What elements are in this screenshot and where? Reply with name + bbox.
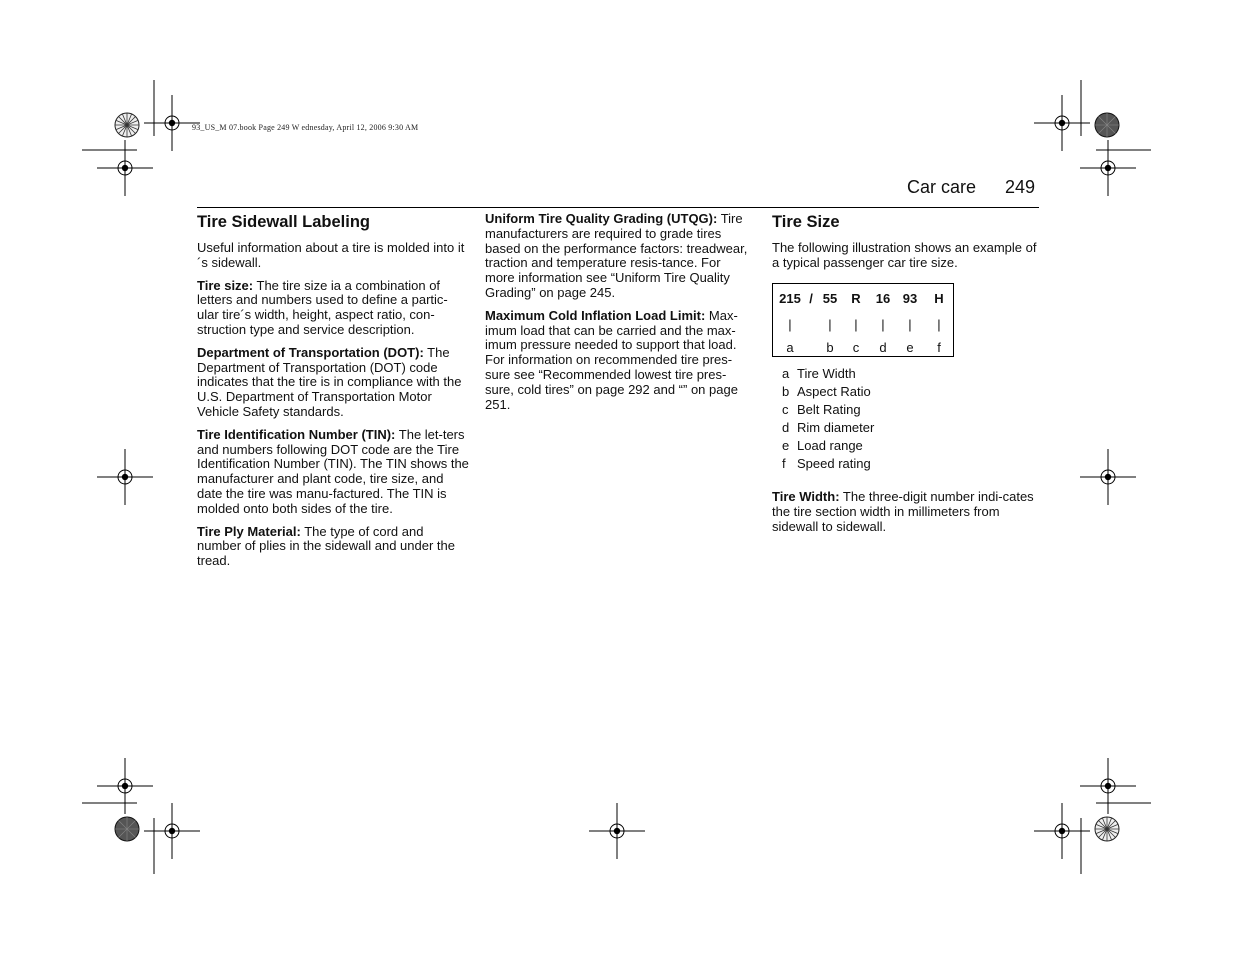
legend-label: Speed rating	[797, 456, 871, 471]
pointer-line: |	[788, 317, 792, 332]
term-text: The type of cord and number of plies in the sidewall and under the tread.	[197, 523, 455, 569]
tire-letter: f	[937, 340, 941, 355]
term-text: Tire manufacturers are required to grade tires based on the performance factors: treadwear, traction and temperature resis-tance. For more information see “Uniform Tire Quality Grading” on page 245.	[485, 211, 748, 300]
pointer-line: |	[908, 317, 912, 332]
star-target-icon	[1095, 113, 1119, 137]
legend-key: c	[782, 402, 789, 417]
term-text: The let-ters and numbers following DOT code are the Tire Identification Number (TIN). The TIN shows the manufacturer and plant code, tire size, and date the tire was manu-factured. The TIN is molded onto both sides of the tire.	[197, 426, 469, 516]
legend-label: Rim diameter	[797, 420, 875, 435]
term-label: Department of Transportation (DOT):	[197, 344, 424, 360]
page-number: 249	[1005, 177, 1036, 197]
legend-key: f	[782, 456, 786, 471]
term-text: The Department of Transportation (DOT) code indicates that the tire is in compliance with the U.S. Department of Transportation Motor Vehicle Safety standards.	[197, 344, 462, 419]
term-label: Tire Identification Number (TIN):	[197, 426, 396, 442]
term-text: Max-imum load that can be carried and the max-imum pressure needed to support that load. For information on recommended tire pres-sure see “Recommended lowest tire pres-sure, cold tires” on page 292 and “” on page 251.	[485, 307, 738, 412]
star-target-icon	[115, 817, 139, 841]
term-label: Uniform Tire Quality Grading (UTQG):	[485, 211, 718, 226]
registration-mark-icon	[97, 758, 153, 814]
pointer-line: |	[881, 317, 885, 332]
intro-paragraph: Useful information about a tire is molded into it´s sidewall.	[197, 240, 465, 270]
registration-mark-icon	[1034, 803, 1090, 859]
tire-letter: b	[826, 340, 834, 355]
term-label: Tire size:	[197, 277, 254, 293]
term-text: The tire size ia a combination of letters and numbers used to define a partic-ular tire´s width, height, aspect ratio, con-struction type and service description.	[197, 277, 448, 337]
print-slug: 93_US_M 07.book Page 249 W ednesday, April 12, 2006 9:30 AM	[192, 123, 419, 132]
star-target-icon	[115, 113, 139, 137]
term-text: The three-digit number indi-cates the tire section width in millimeters from sidewall to sidewall.	[772, 489, 1034, 534]
legend-label: Belt Rating	[797, 402, 861, 417]
intro-paragraph: The following illustration shows an example of a typical passenger car tire size.	[772, 240, 1037, 270]
tire-letter: a	[786, 340, 794, 355]
registration-mark-icon	[1080, 758, 1136, 814]
tire-letter: c	[852, 340, 860, 355]
term-label: Tire Ply Material:	[197, 523, 301, 539]
registration-mark-icon	[144, 95, 200, 151]
tire-letter: d	[879, 340, 887, 355]
legend-key: e	[782, 438, 790, 453]
legend-key: b	[782, 384, 790, 399]
registration-mark-icon	[1034, 95, 1090, 151]
tire-code-rim: 16	[875, 291, 891, 306]
registration-mark-icon	[1080, 449, 1136, 505]
section-heading: Tire Size	[772, 213, 840, 231]
tire-code-speed: H	[934, 291, 944, 306]
term-label: Maximum Cold Inflation Load Limit:	[485, 307, 706, 323]
registration-mark-icon	[97, 449, 153, 505]
section-heading: Tire Sidewall Labeling	[197, 213, 370, 231]
registration-mark-icon	[1080, 140, 1136, 196]
registration-mark-icon	[97, 140, 153, 196]
term-label: Tire Width:	[772, 489, 840, 504]
section-title: Car care	[907, 177, 977, 197]
tire-code-aspect: 55	[822, 291, 838, 306]
registration-mark-icon	[589, 803, 645, 859]
tire-code-load: 93	[902, 291, 918, 306]
legend-label: Aspect Ratio	[797, 384, 871, 399]
pointer-line: |	[828, 317, 832, 332]
pointer-line: |	[854, 317, 858, 332]
legend-label: Load range	[797, 438, 863, 453]
tire-code-width: 215	[779, 291, 801, 306]
tire-code-construction: R	[851, 291, 861, 306]
registration-mark-icon	[144, 803, 200, 859]
legend-label: Tire Width	[797, 366, 856, 381]
tire-code-slash: /	[809, 291, 813, 306]
legend-key: a	[782, 366, 790, 381]
star-target-icon	[1095, 817, 1119, 841]
pointer-line: |	[937, 317, 941, 332]
tire-letter: e	[906, 340, 914, 355]
legend-key: d	[782, 420, 790, 435]
